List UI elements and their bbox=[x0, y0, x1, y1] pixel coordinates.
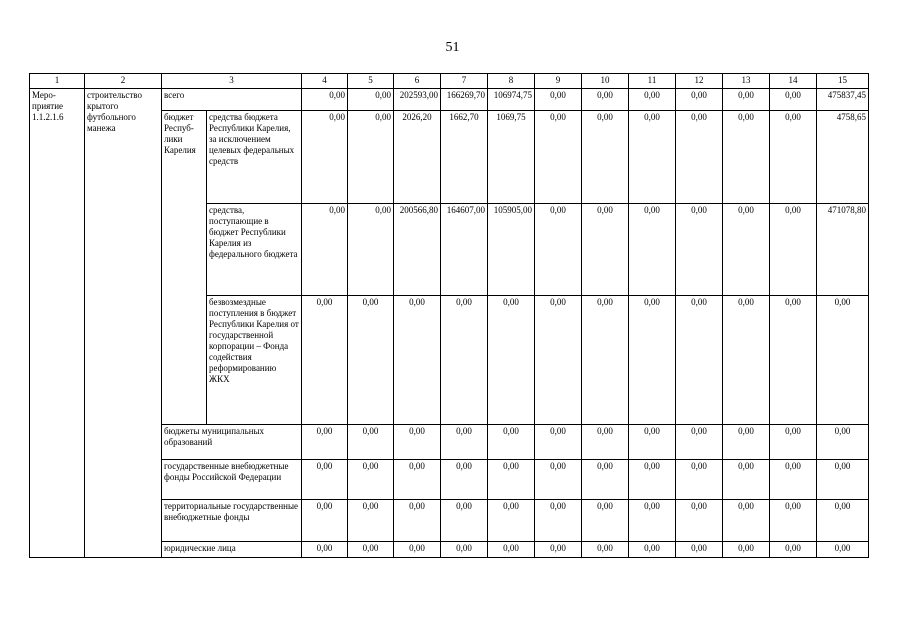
value-cell: 0,00 bbox=[629, 425, 676, 460]
header-cell: 13 bbox=[723, 74, 770, 89]
value-cell: 0,00 bbox=[676, 460, 723, 500]
value-cell: 0,00 bbox=[817, 425, 869, 460]
value-cell: 0,00 bbox=[348, 500, 394, 542]
value-cell: 0,00 bbox=[302, 296, 348, 425]
source-label-cell: всего bbox=[162, 89, 302, 111]
header-cell: 1 bbox=[30, 74, 85, 89]
value-cell: 475837,45 bbox=[817, 89, 869, 111]
value-cell: 0,00 bbox=[817, 542, 869, 558]
value-cell: 0,00 bbox=[770, 89, 817, 111]
value-cell: 0,00 bbox=[723, 500, 770, 542]
value-cell: 0,00 bbox=[676, 542, 723, 558]
value-cell: 0,00 bbox=[629, 89, 676, 111]
value-cell: 0,00 bbox=[441, 425, 488, 460]
value-cell: 0,00 bbox=[441, 460, 488, 500]
value-cell: 0,00 bbox=[348, 542, 394, 558]
value-cell: 0,00 bbox=[348, 89, 394, 111]
value-cell: 0,00 bbox=[723, 460, 770, 500]
value-cell: 106974,75 bbox=[488, 89, 535, 111]
value-cell: 0,00 bbox=[629, 542, 676, 558]
value-cell: 0,00 bbox=[582, 500, 629, 542]
header-cell: 8 bbox=[488, 74, 535, 89]
event-name-cell: строительство крытого футбольного манежа bbox=[85, 89, 162, 558]
header-cell: 4 bbox=[302, 74, 348, 89]
source-label-cell: бюджеты муниципальных образований bbox=[162, 425, 302, 460]
header-cell: 14 bbox=[770, 74, 817, 89]
value-cell: 0,00 bbox=[723, 89, 770, 111]
value-cell: 0,00 bbox=[535, 460, 582, 500]
value-cell: 105905,00 bbox=[488, 204, 535, 296]
value-cell: 0,00 bbox=[535, 111, 582, 204]
header-cell: 10 bbox=[582, 74, 629, 89]
value-cell: 0,00 bbox=[582, 425, 629, 460]
value-cell: 0,00 bbox=[441, 542, 488, 558]
value-cell: 0,00 bbox=[676, 89, 723, 111]
value-cell: 0,00 bbox=[770, 296, 817, 425]
value-cell: 0,00 bbox=[535, 204, 582, 296]
value-cell: 0,00 bbox=[488, 500, 535, 542]
value-cell: 0,00 bbox=[302, 89, 348, 111]
value-cell: 4758,65 bbox=[817, 111, 869, 204]
value-cell: 0,00 bbox=[770, 204, 817, 296]
header-cell: 12 bbox=[676, 74, 723, 89]
value-cell: 0,00 bbox=[676, 296, 723, 425]
value-cell: 0,00 bbox=[582, 204, 629, 296]
value-cell: 0,00 bbox=[582, 89, 629, 111]
value-cell: 0,00 bbox=[723, 111, 770, 204]
header-cell: 9 bbox=[535, 74, 582, 89]
value-cell: 0,00 bbox=[535, 500, 582, 542]
source-label-cell: территориальные государственные внебюджетные фонды bbox=[162, 500, 302, 542]
value-cell: 0,00 bbox=[488, 425, 535, 460]
value-cell: 0,00 bbox=[302, 460, 348, 500]
value-cell: 0,00 bbox=[817, 500, 869, 542]
value-cell: 0,00 bbox=[302, 111, 348, 204]
value-cell: 200566,80 bbox=[394, 204, 441, 296]
value-cell: 0,00 bbox=[582, 111, 629, 204]
value-cell: 0,00 bbox=[723, 425, 770, 460]
value-cell: 0,00 bbox=[676, 425, 723, 460]
value-cell: 0,00 bbox=[723, 296, 770, 425]
value-cell: 0,00 bbox=[535, 425, 582, 460]
value-cell: 0,00 bbox=[770, 425, 817, 460]
source-label-cell: юридические лица bbox=[162, 542, 302, 558]
value-cell: 0,00 bbox=[676, 204, 723, 296]
value-cell: 1662,70 bbox=[441, 111, 488, 204]
value-cell: 0,00 bbox=[302, 542, 348, 558]
value-cell: 0,00 bbox=[348, 425, 394, 460]
value-cell: 0,00 bbox=[535, 296, 582, 425]
value-cell: 0,00 bbox=[582, 542, 629, 558]
value-cell: 0,00 bbox=[817, 460, 869, 500]
header-row bbox=[30, 74, 869, 89]
value-cell: 0,00 bbox=[441, 500, 488, 542]
value-cell: 0,00 bbox=[817, 296, 869, 425]
budget-table bbox=[29, 73, 869, 558]
header-cell: 11 bbox=[629, 74, 676, 89]
value-cell: 1069,75 bbox=[488, 111, 535, 204]
value-cell: 0,00 bbox=[302, 425, 348, 460]
value-cell: 0,00 bbox=[302, 204, 348, 296]
value-cell: 0,00 bbox=[394, 460, 441, 500]
value-cell: 0,00 bbox=[535, 542, 582, 558]
page-number: 51 bbox=[445, 40, 460, 55]
value-cell: 0,00 bbox=[629, 296, 676, 425]
value-cell: 0,00 bbox=[676, 500, 723, 542]
header-cell: 2 bbox=[85, 74, 162, 89]
value-cell: 0,00 bbox=[488, 296, 535, 425]
source-label-cell: средства бюджета Республики Карелия, за исключением целевых федеральных средств bbox=[207, 111, 302, 204]
value-cell: 0,00 bbox=[676, 111, 723, 204]
value-cell: 0,00 bbox=[582, 296, 629, 425]
value-cell: 0,00 bbox=[629, 460, 676, 500]
value-cell: 0,00 bbox=[348, 296, 394, 425]
value-cell: 0,00 bbox=[488, 460, 535, 500]
value-cell: 0,00 bbox=[723, 542, 770, 558]
value-cell: 0,00 bbox=[348, 460, 394, 500]
value-cell: 0,00 bbox=[770, 111, 817, 204]
header-cell: 5 bbox=[348, 74, 394, 89]
header-cell: 3 bbox=[162, 74, 302, 89]
value-cell: 0,00 bbox=[348, 111, 394, 204]
value-cell: 0,00 bbox=[770, 500, 817, 542]
header-cell: 7 bbox=[441, 74, 488, 89]
source-label-cell: государственные внебюджетные фонды Российской Федерации bbox=[162, 460, 302, 500]
header-cell: 15 bbox=[817, 74, 869, 89]
value-cell: 0,00 bbox=[770, 542, 817, 558]
value-cell: 0,00 bbox=[394, 296, 441, 425]
source-label-cell: средства, поступающие в бюджет Республики Карелия из федерального бюджета bbox=[207, 204, 302, 296]
value-cell: 0,00 bbox=[629, 204, 676, 296]
value-cell: 0,00 bbox=[723, 204, 770, 296]
value-cell: 202593,00 bbox=[394, 89, 441, 111]
value-cell: 0,00 bbox=[394, 425, 441, 460]
value-cell: 0,00 bbox=[770, 460, 817, 500]
value-cell: 0,00 bbox=[629, 111, 676, 204]
value-cell: 2026,20 bbox=[394, 111, 441, 204]
value-cell: 0,00 bbox=[394, 500, 441, 542]
group-label-cell: бюджет Респуб-лики Карелия bbox=[162, 111, 207, 425]
header-cell: 6 bbox=[394, 74, 441, 89]
event-label-cell: Меро-приятие 1.1.2.1.6 bbox=[30, 89, 85, 558]
table-row bbox=[30, 89, 869, 111]
value-cell: 0,00 bbox=[488, 542, 535, 558]
value-cell: 164607,00 bbox=[441, 204, 488, 296]
value-cell: 471078,80 bbox=[817, 204, 869, 296]
value-cell: 0,00 bbox=[582, 460, 629, 500]
value-cell: 0,00 bbox=[629, 500, 676, 542]
value-cell: 166269,70 bbox=[441, 89, 488, 111]
value-cell: 0,00 bbox=[441, 296, 488, 425]
value-cell: 0,00 bbox=[394, 542, 441, 558]
value-cell: 0,00 bbox=[302, 500, 348, 542]
value-cell: 0,00 bbox=[348, 204, 394, 296]
source-label-cell: безвозмездные поступления в бюджет Республики Карелия от государственной корпорации – Фонда содействия реформированию ЖКХ bbox=[207, 296, 302, 425]
value-cell: 0,00 bbox=[535, 89, 582, 111]
